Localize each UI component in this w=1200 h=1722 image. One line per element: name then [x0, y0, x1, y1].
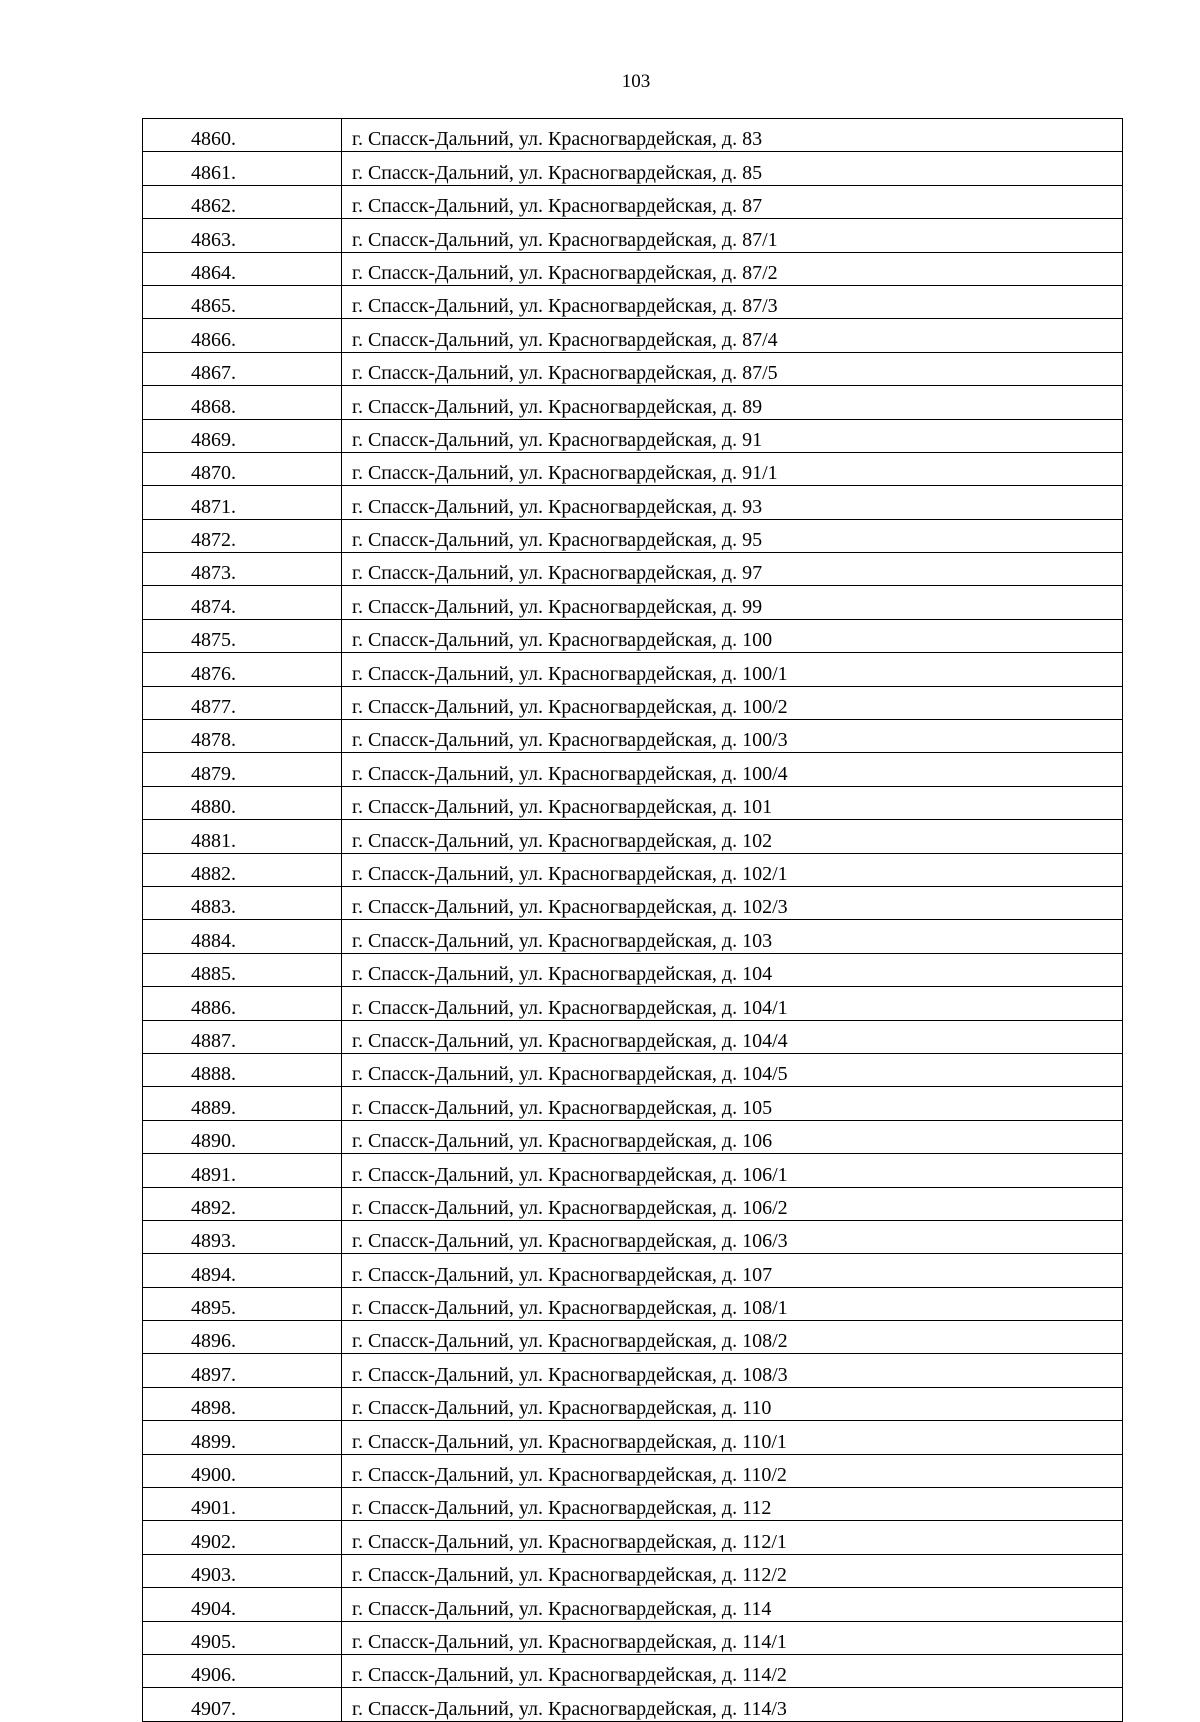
row-address: г. Спасск-Дальний, ул. Красногвардейская, д. 85	[342, 152, 1123, 185]
row-address: г. Спасск-Дальний, ул. Красногвардейская, д. 100/3	[342, 720, 1123, 753]
table-row	[143, 720, 1123, 753]
row-number: 4891.	[143, 1154, 342, 1187]
table-row	[143, 452, 1123, 485]
row-address: г. Спасск-Дальний, ул. Красногвардейская, д. 99	[342, 586, 1123, 619]
row-number: 4899.	[143, 1421, 342, 1454]
row-address: г. Спасск-Дальний, ул. Красногвардейская, д. 110/2	[342, 1454, 1123, 1487]
row-address: г. Спасск-Дальний, ул. Красногвардейская, д. 112	[342, 1488, 1123, 1521]
row-address: г. Спасск-Дальний, ул. Красногвардейская, д. 89	[342, 386, 1123, 419]
row-number: 4906.	[143, 1654, 342, 1687]
row-address: г. Спасск-Дальний, ул. Красногвардейская, д. 112/2	[342, 1554, 1123, 1587]
row-number: 4865.	[143, 285, 342, 318]
row-number: 4886.	[143, 987, 342, 1020]
row-address: г. Спасск-Дальний, ул. Красногвардейская, д. 87/4	[342, 319, 1123, 352]
address-table-body	[143, 119, 1123, 1722]
table-row	[143, 1254, 1123, 1287]
row-number: 4905.	[143, 1621, 342, 1654]
row-address: г. Спасск-Дальний, ул. Красногвардейская, д. 104/4	[342, 1020, 1123, 1053]
table-row	[143, 352, 1123, 385]
row-address: г. Спасск-Дальний, ул. Красногвардейская, д. 106/3	[342, 1220, 1123, 1253]
table-row	[143, 1287, 1123, 1320]
row-number: 4872.	[143, 519, 342, 552]
row-number: 4888.	[143, 1053, 342, 1086]
table-row	[143, 686, 1123, 719]
table-row	[143, 1220, 1123, 1253]
table-row	[143, 1154, 1123, 1187]
row-number: 4863.	[143, 219, 342, 252]
table-row	[143, 1521, 1123, 1554]
row-number: 4878.	[143, 720, 342, 753]
table-row	[143, 1020, 1123, 1053]
row-number: 4861.	[143, 152, 342, 185]
row-number: 4883.	[143, 886, 342, 919]
row-number: 4904.	[143, 1588, 342, 1621]
table-row	[143, 1488, 1123, 1521]
table-row	[143, 119, 1123, 152]
row-number: 4876.	[143, 653, 342, 686]
row-address: г. Спасск-Дальний, ул. Красногвардейская, д. 100/1	[342, 653, 1123, 686]
page-number: 103	[621, 71, 651, 92]
row-address: г. Спасск-Дальний, ул. Красногвардейская, д. 114/3	[342, 1688, 1123, 1721]
row-address: г. Спасск-Дальний, ул. Красногвардейская, д. 87/1	[342, 219, 1123, 252]
table-row	[143, 1087, 1123, 1120]
row-number: 4870.	[143, 452, 342, 485]
row-number: 4885.	[143, 953, 342, 986]
row-number: 4877.	[143, 686, 342, 719]
table-row	[143, 953, 1123, 986]
row-address: г. Спасск-Дальний, ул. Красногвардейская, д. 110/1	[342, 1421, 1123, 1454]
row-number: 4869.	[143, 419, 342, 452]
table-row	[143, 987, 1123, 1020]
row-address: г. Спасск-Дальний, ул. Красногвардейская, д. 106/2	[342, 1187, 1123, 1220]
row-address: г. Спасск-Дальний, ул. Красногвардейская, д. 91	[342, 419, 1123, 452]
row-address: г. Спасск-Дальний, ул. Красногвардейская, д. 104	[342, 953, 1123, 986]
row-number: 4868.	[143, 386, 342, 419]
row-address: г. Спасск-Дальний, ул. Красногвардейская, д. 87	[342, 185, 1123, 218]
table-row	[143, 1454, 1123, 1487]
row-number: 4884.	[143, 920, 342, 953]
table-row	[143, 252, 1123, 285]
table-row	[143, 1554, 1123, 1587]
row-address: г. Спасск-Дальний, ул. Красногвардейская, д. 112/1	[342, 1521, 1123, 1554]
row-number: 4892.	[143, 1187, 342, 1220]
row-address: г. Спасск-Дальний, ул. Красногвардейская, д. 100/4	[342, 753, 1123, 786]
row-number: 4902.	[143, 1521, 342, 1554]
row-number: 4862.	[143, 185, 342, 218]
row-number: 4901.	[143, 1488, 342, 1521]
row-address: г. Спасск-Дальний, ул. Красногвардейская, д. 114/2	[342, 1654, 1123, 1687]
address-table	[142, 118, 1123, 1722]
row-address: г. Спасск-Дальний, ул. Красногвардейская, д. 103	[342, 920, 1123, 953]
row-address: г. Спасск-Дальний, ул. Красногвардейская, д. 110	[342, 1387, 1123, 1420]
row-address: г. Спасск-Дальний, ул. Красногвардейская, д. 104/5	[342, 1053, 1123, 1086]
table-row	[143, 519, 1123, 552]
row-number: 4881.	[143, 820, 342, 853]
row-address: г. Спасск-Дальний, ул. Красногвардейская, д. 108/1	[342, 1287, 1123, 1320]
row-number: 4864.	[143, 252, 342, 285]
table-row	[143, 1053, 1123, 1086]
table-row	[143, 1187, 1123, 1220]
row-number: 4900.	[143, 1454, 342, 1487]
row-address: г. Спасск-Дальний, ул. Красногвардейская, д. 102/1	[342, 853, 1123, 886]
table-row	[143, 753, 1123, 786]
row-address: г. Спасск-Дальний, ул. Красногвардейская, д. 87/5	[342, 352, 1123, 385]
row-number: 4889.	[143, 1087, 342, 1120]
table-row	[143, 619, 1123, 652]
table-row	[143, 1688, 1123, 1721]
table-row	[143, 586, 1123, 619]
table-row	[143, 920, 1123, 953]
table-row	[143, 486, 1123, 519]
row-address: г. Спасск-Дальний, ул. Красногвардейская, д. 83	[342, 119, 1123, 152]
table-row	[143, 219, 1123, 252]
row-number: 4893.	[143, 1220, 342, 1253]
row-number: 4895.	[143, 1287, 342, 1320]
row-address: г. Спасск-Дальний, ул. Красногвардейская, д. 100	[342, 619, 1123, 652]
row-number: 4867.	[143, 352, 342, 385]
row-address: г. Спасск-Дальний, ул. Красногвардейская, д. 93	[342, 486, 1123, 519]
table-row	[143, 1654, 1123, 1687]
row-address: г. Спасск-Дальний, ул. Красногвардейская, д. 106/1	[342, 1154, 1123, 1187]
row-address: г. Спасск-Дальний, ул. Красногвардейская, д. 105	[342, 1087, 1123, 1120]
row-number: 4903.	[143, 1554, 342, 1587]
row-number: 4894.	[143, 1254, 342, 1287]
row-address: г. Спасск-Дальний, ул. Красногвардейская, д. 104/1	[342, 987, 1123, 1020]
row-address: г. Спасск-Дальний, ул. Красногвардейская, д. 100/2	[342, 686, 1123, 719]
row-address: г. Спасск-Дальний, ул. Красногвардейская, д. 108/2	[342, 1321, 1123, 1354]
row-address: г. Спасск-Дальний, ул. Красногвардейская, д. 102	[342, 820, 1123, 853]
row-number: 4887.	[143, 1020, 342, 1053]
table-row	[143, 152, 1123, 185]
table-row	[143, 853, 1123, 886]
row-number: 4860.	[143, 119, 342, 152]
table-row	[143, 419, 1123, 452]
table-row	[143, 285, 1123, 318]
table-row	[143, 1387, 1123, 1420]
row-number: 4879.	[143, 753, 342, 786]
table-row	[143, 553, 1123, 586]
table-row	[143, 1120, 1123, 1153]
row-address: г. Спасск-Дальний, ул. Красногвардейская, д. 114/1	[342, 1621, 1123, 1654]
table-row	[143, 1354, 1123, 1387]
table-row	[143, 386, 1123, 419]
row-number: 4875.	[143, 619, 342, 652]
row-number: 4866.	[143, 319, 342, 352]
row-number: 4896.	[143, 1321, 342, 1354]
table-row	[143, 1621, 1123, 1654]
row-address: г. Спасск-Дальний, ул. Красногвардейская, д. 102/3	[342, 886, 1123, 919]
table-row	[143, 786, 1123, 819]
table-row	[143, 653, 1123, 686]
row-number: 4873.	[143, 553, 342, 586]
table-row	[143, 185, 1123, 218]
row-number: 4874.	[143, 586, 342, 619]
row-number: 4907.	[143, 1688, 342, 1721]
table-row	[143, 1321, 1123, 1354]
row-address: г. Спасск-Дальний, ул. Красногвардейская, д. 87/3	[342, 285, 1123, 318]
row-number: 4890.	[143, 1120, 342, 1153]
row-number: 4898.	[143, 1387, 342, 1420]
row-address: г. Спасск-Дальний, ул. Красногвардейская, д. 91/1	[342, 452, 1123, 485]
table-row	[143, 319, 1123, 352]
row-number: 4880.	[143, 786, 342, 819]
row-number: 4871.	[143, 486, 342, 519]
table-row	[143, 1421, 1123, 1454]
row-address: г. Спасск-Дальний, ул. Красногвардейская, д. 107	[342, 1254, 1123, 1287]
table-row	[143, 1588, 1123, 1621]
row-number: 4882.	[143, 853, 342, 886]
row-address: г. Спасск-Дальний, ул. Красногвардейская, д. 114	[342, 1588, 1123, 1621]
row-address: г. Спасск-Дальний, ул. Красногвардейская, д. 101	[342, 786, 1123, 819]
row-number: 4897.	[143, 1354, 342, 1387]
row-address: г. Спасск-Дальний, ул. Красногвардейская, д. 95	[342, 519, 1123, 552]
row-address: г. Спасск-Дальний, ул. Красногвардейская, д. 106	[342, 1120, 1123, 1153]
row-address: г. Спасск-Дальний, ул. Красногвардейская, д. 108/3	[342, 1354, 1123, 1387]
table-row	[143, 820, 1123, 853]
table-row	[143, 886, 1123, 919]
row-address: г. Спасск-Дальний, ул. Красногвардейская, д. 97	[342, 553, 1123, 586]
row-address: г. Спасск-Дальний, ул. Красногвардейская, д. 87/2	[342, 252, 1123, 285]
